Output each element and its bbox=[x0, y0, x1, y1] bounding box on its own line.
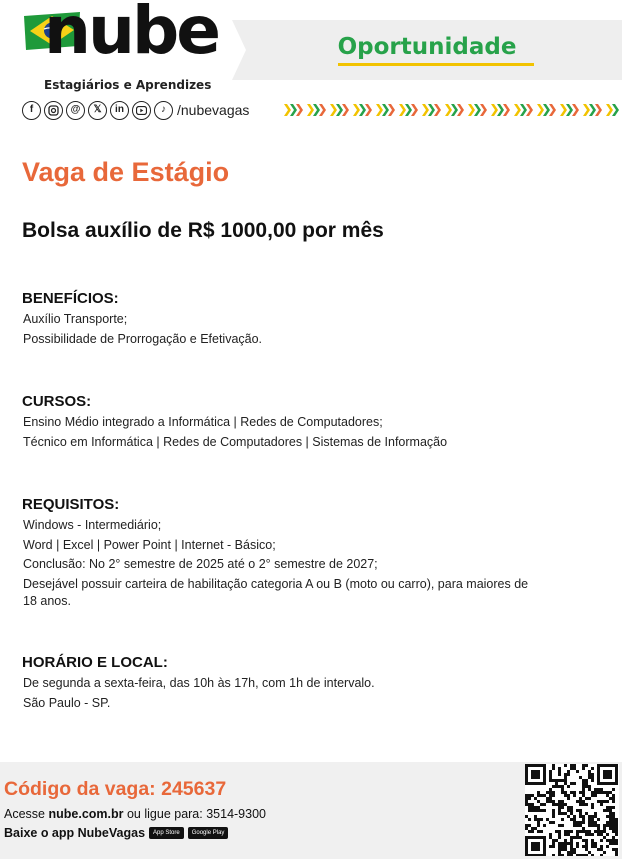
requirement-item: Word | Excel | Power Point | Internet - Básico; bbox=[23, 537, 276, 552]
facebook-icon[interactable]: f bbox=[22, 101, 41, 120]
social-links bbox=[22, 100, 249, 120]
logo-wordmark: nube bbox=[44, 0, 218, 69]
chevron-mark bbox=[376, 104, 383, 116]
course-item: Ensino Médio integrado a Informática | Redes de Computadores; bbox=[23, 415, 383, 429]
nube-logo[interactable] bbox=[22, 0, 222, 98]
section-heading: CURSOS: bbox=[22, 393, 92, 410]
x-icon[interactable]: 𝕏 bbox=[88, 101, 107, 120]
chevron-mark bbox=[503, 104, 510, 116]
chevron-mark bbox=[457, 104, 464, 116]
page-title: Vaga de Estágio bbox=[22, 157, 230, 187]
chevron-mark bbox=[353, 104, 360, 116]
chevron-mark bbox=[405, 104, 412, 116]
chevron-mark bbox=[411, 104, 418, 116]
course-item: Técnico em Informática | Redes de Computadores | Sistemas de Informação bbox=[23, 434, 448, 449]
app-store-badge[interactable]: App Store bbox=[149, 827, 184, 839]
contact-line bbox=[4, 807, 266, 821]
chevron-mark bbox=[514, 104, 521, 116]
social-handle[interactable]: /nubevagas bbox=[177, 102, 250, 118]
job-code: Código da vaga: 245637 bbox=[4, 778, 227, 800]
app-download-line bbox=[4, 826, 228, 840]
chevron-mark bbox=[520, 104, 527, 116]
chevron-mark bbox=[572, 104, 579, 116]
opportunity-banner bbox=[232, 20, 622, 80]
app-label: Baixe o app NubeVagas bbox=[4, 826, 146, 840]
chevron-mark bbox=[434, 104, 441, 116]
chevron-mark bbox=[290, 104, 297, 116]
chevron-mark bbox=[560, 104, 567, 116]
section-horario bbox=[22, 654, 542, 714]
contact-prefix: Acesse bbox=[4, 807, 45, 821]
chevron-mark bbox=[451, 104, 458, 116]
chevron-mark bbox=[480, 104, 487, 116]
instagram-icon[interactable] bbox=[44, 101, 63, 120]
chevron-mark bbox=[474, 104, 481, 116]
chevron-mark bbox=[307, 104, 314, 116]
chevron-mark bbox=[445, 104, 452, 116]
salary-text: Bolsa auxílio de R$ 1000,00 por mês bbox=[22, 219, 384, 242]
requirement-item: Desejável possuir carteira de habilitação categoria A ou B (moto ou carro), para maiores de 18 anos. bbox=[23, 576, 529, 608]
banner-underline bbox=[338, 63, 534, 66]
youtube-icon[interactable] bbox=[132, 101, 151, 120]
chevron-mark bbox=[468, 104, 475, 116]
chevron-mark bbox=[382, 104, 389, 116]
chevron-mark bbox=[543, 104, 550, 116]
chevron-mark bbox=[330, 104, 337, 116]
chevron-mark bbox=[589, 104, 596, 116]
chevron-mark bbox=[342, 104, 349, 116]
chevron-mark bbox=[284, 104, 291, 116]
header bbox=[0, 0, 622, 125]
section-requisitos bbox=[22, 496, 542, 612]
chevron-mark bbox=[491, 104, 498, 116]
benefit-item: Possibilidade de Prorrogação e Efetivação. bbox=[23, 331, 263, 346]
chevron-mark bbox=[537, 104, 544, 116]
chevron-mark bbox=[422, 104, 429, 116]
benefit-item: Auxílio Transporte; bbox=[23, 312, 128, 326]
chevron-mark bbox=[336, 104, 343, 116]
website-link[interactable]: nube.com.br bbox=[48, 807, 124, 821]
linkedin-icon[interactable]: in bbox=[110, 101, 129, 120]
threads-icon[interactable]: @ bbox=[66, 101, 85, 120]
contact-phone: ou ligue para: 3514-9300 bbox=[126, 807, 266, 821]
chevron-mark bbox=[583, 104, 590, 116]
chevron-mark bbox=[399, 104, 406, 116]
chevron-mark bbox=[549, 104, 556, 116]
chevron-mark bbox=[595, 104, 602, 116]
chevron-mark bbox=[365, 104, 372, 116]
chevron-mark bbox=[612, 104, 619, 116]
banner-title: Oportunidade bbox=[337, 34, 517, 60]
tiktok-icon[interactable]: ♪ bbox=[154, 101, 173, 120]
section-beneficios bbox=[22, 290, 542, 350]
google-play-badge[interactable]: Google Play bbox=[188, 827, 229, 839]
section-heading: REQUISITOS: bbox=[22, 496, 120, 513]
logo-subtitle: Estagiários e Aprendizes bbox=[44, 78, 212, 92]
chevron-decoration bbox=[284, 102, 622, 118]
schedule-item: De segunda a sexta-feira, das 10h às 17h, com 1h de intervalo. bbox=[23, 676, 375, 690]
location-item: São Paulo - SP. bbox=[23, 695, 111, 710]
chevron-mark bbox=[313, 104, 320, 116]
chevron-mark bbox=[388, 104, 395, 116]
requirement-item: Windows - Intermediário; bbox=[23, 518, 162, 532]
section-cursos bbox=[22, 393, 542, 453]
chevron-mark bbox=[526, 104, 533, 116]
chevron-mark bbox=[319, 104, 326, 116]
chevron-mark bbox=[566, 104, 573, 116]
section-heading: BENEFÍCIOS: bbox=[22, 290, 119, 307]
chevron-mark bbox=[428, 104, 435, 116]
section-heading: HORÁRIO E LOCAL: bbox=[22, 654, 168, 671]
chevron-mark bbox=[497, 104, 504, 116]
chevron-mark bbox=[359, 104, 366, 116]
chevron-mark bbox=[606, 104, 613, 116]
chevron-mark bbox=[296, 104, 303, 116]
qr-code[interactable] bbox=[525, 764, 619, 856]
requirement-item: Conclusão: No 2° semestre de 2025 até o 2° semestre de 2027; bbox=[23, 557, 378, 571]
